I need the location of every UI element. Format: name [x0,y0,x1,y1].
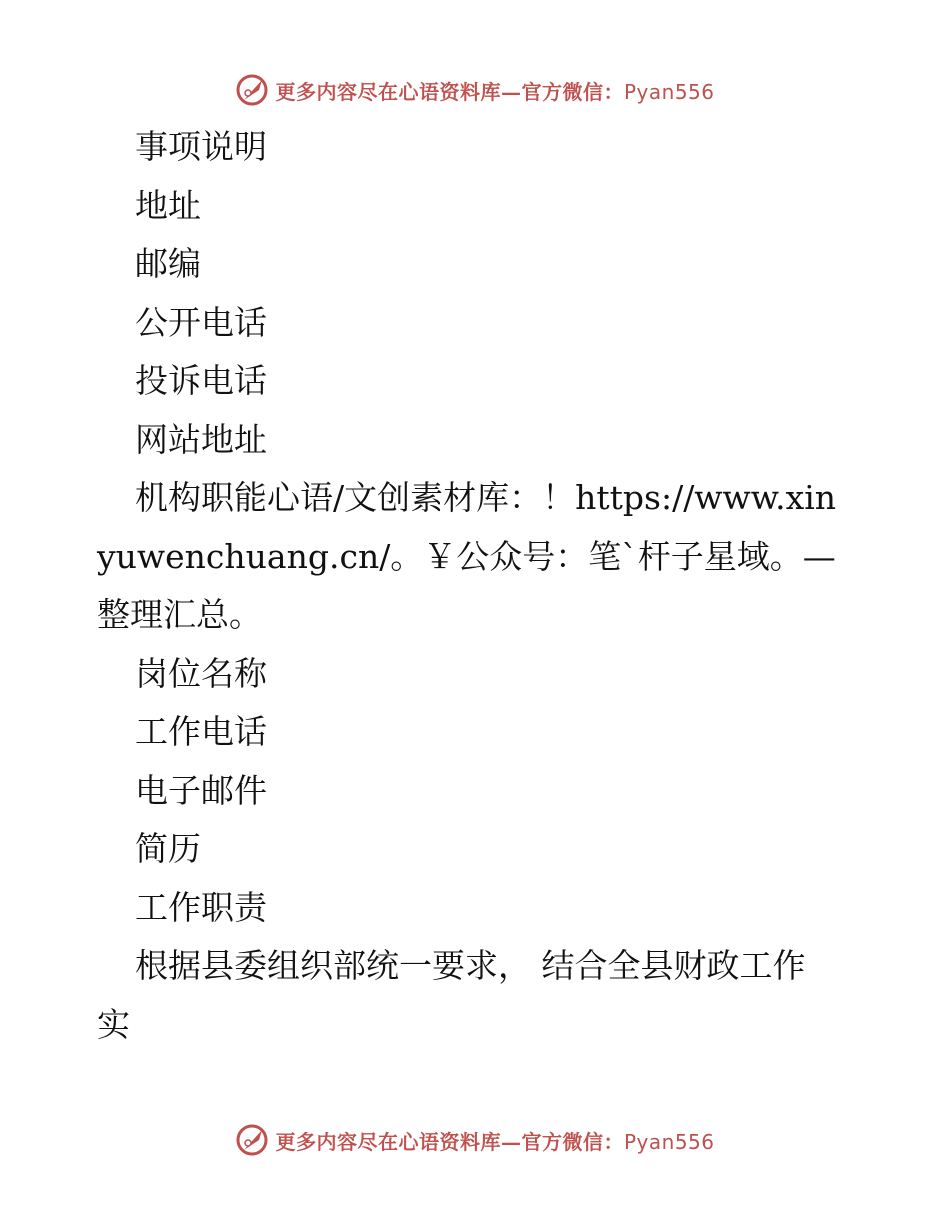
quill-logo-icon [235,1123,269,1157]
body-paragraph-duties: 根据县委组织部统一要求， 结合全县财政工作实 [97,946,806,1044]
body-line: 地址 [135,185,201,225]
document-body [97,118,837,1054]
header-banner-inner [235,73,714,107]
body-line: 简历 [135,829,201,868]
body-line: 网站地址 [135,419,267,459]
header-wechat-id: Pyan556 [623,79,715,104]
body-line: 工作职责 [135,887,267,927]
body-line: 电子邮件 [135,770,267,810]
quill-logo-icon [235,73,269,107]
body-line: 事项说明 [135,127,267,166]
body-line: 公开电话 [135,302,267,342]
footer-banner-text: 更多内容尽在心语资料库—官方微信：Pyan556 [275,1129,715,1154]
footer-banner [0,1118,950,1162]
body-line: 投诉电话 [135,361,267,400]
body-line: 邮编 [135,244,201,283]
header-banner-text: 更多内容尽在心语资料库—官方微信：Pyan556 [275,79,715,104]
footer-wechat-id: Pyan556 [623,1129,715,1154]
body-line: 岗位名称 [135,653,267,693]
header-banner [0,68,950,112]
footer-banner-inner [235,1123,714,1157]
body-paragraph-source: 机构职能心语/文创素材库：！https://www.xinyuwenchuang.cn/。￥公众号：笔`杆子星域。—整理汇总。 [97,478,837,634]
body-line: 工作电话 [135,712,267,751]
